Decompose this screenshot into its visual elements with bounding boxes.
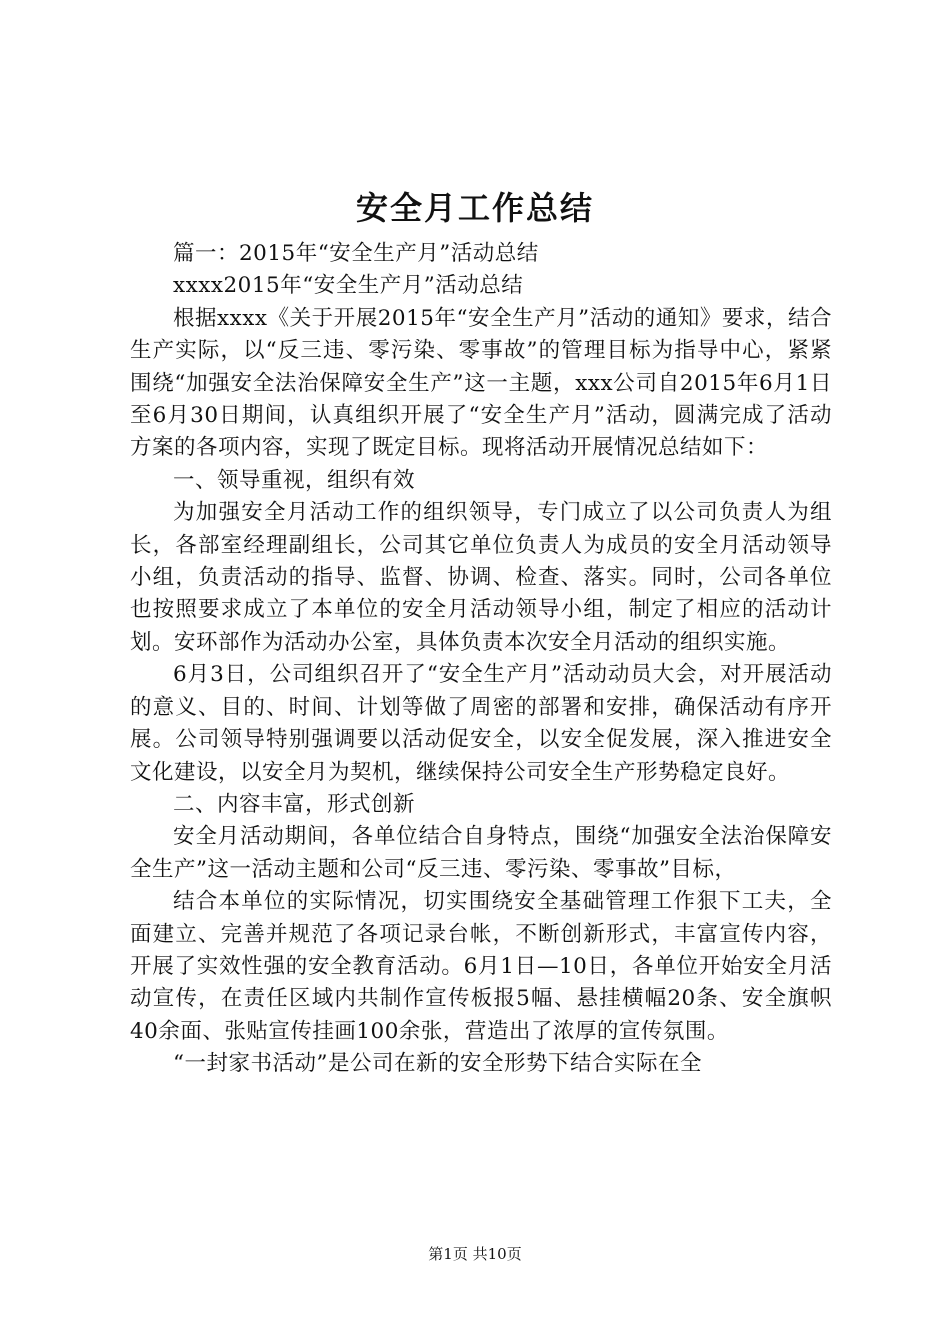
paragraph-activities: 安全月活动期间，各单位结合自身特点，围绕“加强安全法治保障安全生产”这一活动主题和公司“反三违、零污染、零事故”目标， [130,824,832,882]
paragraph-leadership: 为加强安全月活动工作的组织领导，专门成立了以公司负责人为组长，各部室经理副组长，公司其它单位负责人为成员的安全月活动领导小组，负责活动的指导、监督、协调、检查、落实。同时，公司各单位也按照要求成立了本单位的安全月活动领导小组，制定了相应的活动计划。安环部作为活动办公室，具体负责本次安全月活动的组织实施。 [130,500,832,655]
paragraph-meeting: 6月3日，公司组织召开了“安全生产月”活动动员大会，对开展活动的意义、目的、时间、计划等做了周密的部署和安排，确保活动有序开展。公司领导特别强调要以活动促安全，以安全促发展，深入推进安全文化建设，以安全月为契机，继续保持公司安全生产形势稳定良好。 [130,662,832,785]
paragraph-heading-2: 二、内容丰富，形式创新 [173,791,416,817]
page-footer: 第1页 共10页 [428,1245,522,1263]
paragraph-heading-1: 一、领导重视，组织有效 [173,467,416,493]
document-body [130,238,832,1081]
document-title: 安全月工作总结 [355,189,594,227]
paragraph-publicity: 结合本单位的实际情况，切实围绕安全基础管理工作狠下工夫，全面建立、完善并规范了各项记录台帐，不断创新形式，丰富宣传内容，开展了实效性强的安全教育活动。6月1日—10日，各单位开始安全月活动宣传，在责任区域内共制作宣传板报5幅、悬挂横幅20条、安全旗帜40余面、张贴宣传挂画100余张，营造出了浓厚的宣传氛围。 [130,889,832,1044]
paragraph-subtitle: xxxx2015年“安全生产月”活动总结 [173,273,524,299]
paragraph-intro: 根据xxxx《关于开展2015年“安全生产月”活动的通知》要求，结合生产实际，以“反三违、零污染、零事故”的管理目标为指导中心，紧紧围绕“加强安全法治保障安全生产”这一主题，xxx公司自2015年6月1日至6月30日期间，认真组织开展了“安全生产月”活动，圆满完成了活动方案的各项内容，实现了既定目标。现将活动开展情况总结如下： [130,305,832,461]
paragraph-section-heading: 篇一：2015年“安全生产月”活动总结 [173,241,539,266]
paragraph-family-letter: “一封家书活动”是公司在新的安全形势下结合实际在全 [173,1051,702,1077]
